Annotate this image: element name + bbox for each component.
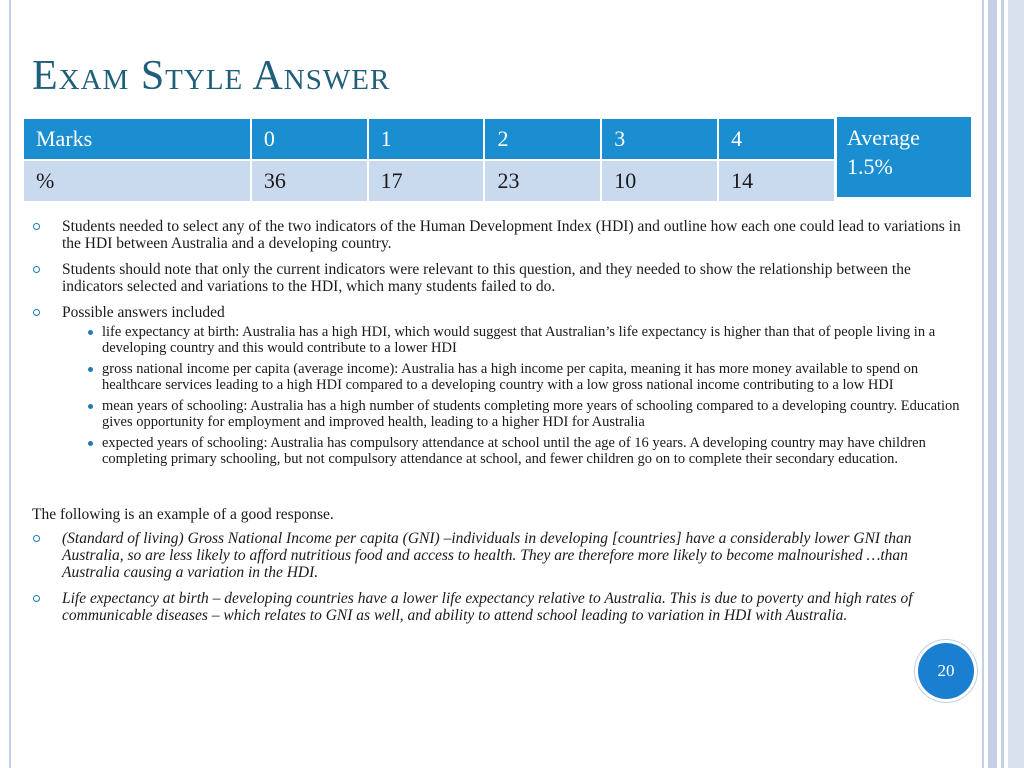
sub-bullet-item: mean years of schooling: Australia has a high number of students completing more years of schooling compared to a developing country. Education gives opportunity for employment and improved health, leading to a higher HDI for Australia (62, 399, 968, 430)
table-cell: 14 (718, 160, 835, 202)
table-header-cell: 4 (718, 118, 835, 160)
table-header-cell: 2 (484, 118, 601, 160)
spacer (32, 476, 968, 506)
sub-bullet-list (62, 325, 968, 467)
page-number-badge: 20 (918, 643, 974, 699)
table-header-cell: 0 (251, 118, 368, 160)
slide-content (32, 218, 968, 633)
bullet-list (32, 218, 968, 467)
example-bullet-list (32, 530, 968, 624)
example-bullet-item: Life expectancy at birth – developing countries have a lower life expectancy relative to Australia. This is due to poverty and high rates of communicable diseases – which relates to GNI as well, and ability to attend school leading to variation in HDI with Australia. (32, 590, 968, 624)
average-box (837, 117, 971, 197)
average-label: Average (847, 125, 920, 150)
example-bullet-item: (Standard of living) Gross National Income per capita (GNI) –individuals in developing [countries] have a considerably lower GNI than Australia, so are less likely to afford nutritious food and access to health. They are therefore more likely to become malnourished …than Australia causing a variation in the HDI. (32, 530, 968, 581)
left-rule (9, 0, 11, 768)
table-header-cell: Marks (23, 118, 251, 160)
table-cell: 10 (601, 160, 718, 202)
bullet-item (32, 304, 968, 467)
right-decorative-border (982, 0, 1024, 768)
table-cell: % (23, 160, 251, 202)
average-value: 1.5% (847, 154, 893, 179)
sub-bullet-item: life expectancy at birth: Australia has a high HDI, which would suggest that Australian’s life expectancy is higher than that of people living in a developing country and this would contribute to a lower HDI (62, 325, 968, 356)
table-header-cell: 1 (368, 118, 485, 160)
table-cell: 23 (484, 160, 601, 202)
slide-title: Exam Style Answer (32, 53, 391, 99)
sub-bullet-item: gross national income per capita (average income): Australia has a high income per capita, meaning it has more money available to spend on healthcare services leading to a high HDI compared to a developing country with a low gross national income contributing to a low HDI (62, 362, 968, 393)
table-cell: 17 (368, 160, 485, 202)
sub-bullet-item: expected years of schooling: Australia has compulsory attendance at school until the age of 16 years. A developing country may have children completing primary schooling, but not compulsory attendance at school, and fewer children go on to complete their secondary education. (62, 436, 968, 467)
bullet-item: Students should note that only the current indicators were relevant to this question, and they needed to show the relationship between the indicators selected and variations to the HDI, which many students failed to do. (32, 261, 968, 295)
bullet-item: Students needed to select any of the two indicators of the Human Development Index (HDI) and outline how each one could lead to variations in the HDI between Australia and a developing country. (32, 218, 968, 252)
marks-table (22, 117, 836, 203)
bullet-text: Possible answers included (62, 304, 225, 321)
table-cell: 36 (251, 160, 368, 202)
table-row (23, 160, 835, 202)
table-header-cell: 3 (601, 118, 718, 160)
table-header-row (23, 118, 835, 160)
example-intro: The following is an example of a good response. (32, 506, 334, 523)
